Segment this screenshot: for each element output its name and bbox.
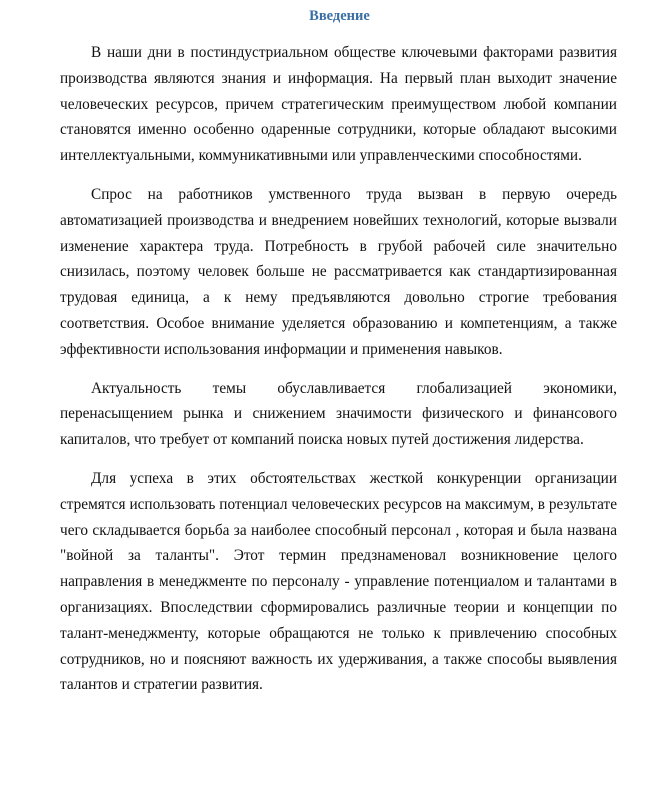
paragraph-4: Для успеха в этих обстоятельствах жесткой конкуренции организации стремятся использовать потенциал человеческих ресурсов на максимум, в результате чего складывается борьба за наиболее способный персонал , которая и была названа "войной за таланты". Этот термин предзнаменовал возникновение целого направления в менеджменте по персоналу - управление потенциалом и талантами в организациях. Впоследствии сформировались различные теории и концепции по талант-менеджменту, которые обращаются не только к привлечению способных сотрудников, но и поясняют важность их удерживания, а также способы выявления талантов и стратегии развития. <box>60 469 617 694</box>
paragraph-2: Спрос на работников умственного труда вызван в первую очередь автоматизацией производства и внедрением новейших технологий, которые вызвали изменение характера труда. Потребность в грубой рабочей силе значительно снизилась, поэтому человек больше не рассматривается как стандартизированная трудовая единица, а к нему предъявляются довольно строгие требования соответствия. Особое внимание уделяется образованию и компетенциям, а также эффективности использования информации и применения навыков. <box>60 185 617 358</box>
paragraph-3: Актуальность темы обуславливается глобализацией экономики, перенасыщением рынка и снижением значимости физического и финансового капиталов, что требует от компаний поиска новых путей достижения лидерства. <box>60 379 617 449</box>
section-title: Введение <box>309 8 370 24</box>
paragraph-1: В наши дни в постиндустриальном обществе ключевыми факторами развития производства являются знания и информация. На первый план выходит значение человеческих ресурсов, причем стратегическим преимуществом любой компании становятся именно особенно одаренные сотрудники, которые обладают высокими интеллектуальными, коммуникативными или управленческими способностями. <box>60 44 617 165</box>
